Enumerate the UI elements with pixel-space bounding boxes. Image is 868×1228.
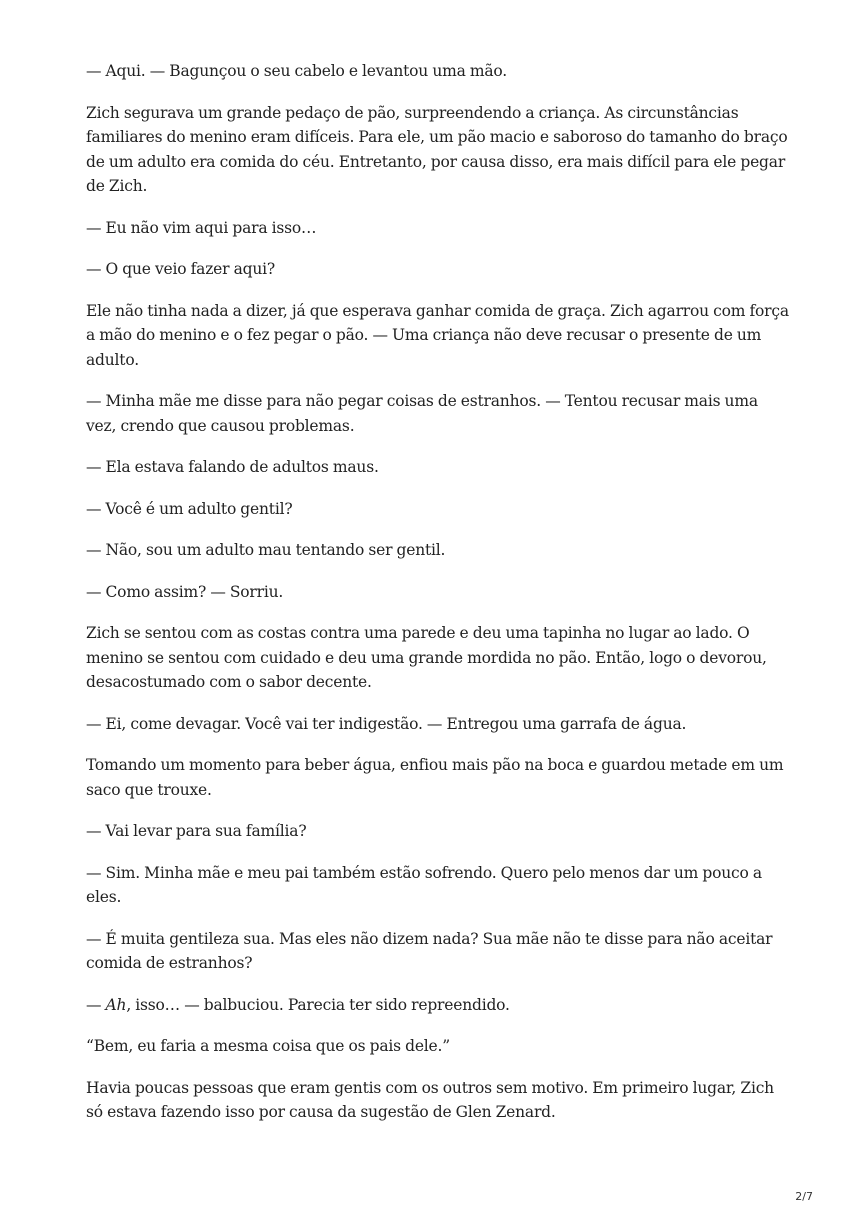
paragraph: — Como assim? — Sorriu.: [86, 582, 284, 601]
paragraph: — Aqui. — Bagunçou o seu cabelo e levantou uma mão.: [86, 62, 507, 80]
paragraph: Havia poucas pessoas que eram gentis com os outros sem motivo. Em primeiro lugar, Zich só estava fazendo isso por causa da sugestão de Glen Zenard.: [86, 1078, 774, 1121]
paragraph: — É muita gentileza sua. Mas eles não dizem nada? Sua mãe não te disse para não aceitar comida de estranhos?: [86, 929, 773, 972]
paragraph: Ele não tinha nada a dizer, já que esperava ganhar comida de graça. Zich agarrou com força a mão do menino e o fez pegar o pão. — Uma criança não deve recusar o presente de um adulto.: [86, 301, 789, 369]
ah-suffix: , isso… — balbuciou. Parecia ter sido repreendido.: [126, 995, 510, 1014]
paragraph: — Não, sou um adulto mau tentando ser gentil.: [86, 541, 446, 559]
paragraph: — Ei, come devagar. Você vai ter indigestão. — Entregou uma garrafa de água.: [86, 714, 687, 733]
paragraph: — Vai levar para sua família?: [86, 822, 307, 840]
paragraph: “Bem, eu faria a mesma coisa que os pais dele.”: [86, 1037, 450, 1055]
document-body: [86, 59, 792, 1142]
paragraph: Zich se sentou com as costas contra uma parede e deu uma tapinha no lugar ao lado. O menino se sentou com cuidado e deu uma grande mordida no pão. Então, logo o devorou, desacostumado com o sabor decente.: [86, 624, 767, 691]
paragraph: — Você é um adulto gentil?: [86, 499, 293, 518]
paragraph: Tomando um momento para beber água, enfiou mais pão na boca e guardou metade em um saco que trouxe.: [86, 756, 784, 799]
page-number: 2/7: [795, 1190, 813, 1203]
paragraph: Zich segurava um grande pedaço de pão, surpreendendo a criança. As circunstâncias familiares do menino eram difíceis. Para ele, um pão macio e saboroso do tamanho do braço de um adulto era comida do céu. Entretanto, por causa disso, era mais difícil para ele pegar de Zich.: [86, 103, 788, 195]
paragraph: — Ela estava falando de adultos maus.: [86, 458, 379, 476]
paragraph: — Minha mãe me disse para não pegar coisas de estranhos. — Tentou recusar mais uma vez, crendo que causou problemas.: [86, 392, 758, 435]
ah-prefix: —: [86, 995, 106, 1014]
ah-italic: Ah: [105, 995, 127, 1014]
paragraph-ah: [86, 993, 792, 1018]
paragraph: — O que veio fazer aqui?: [86, 260, 275, 278]
paragraph: — Sim. Minha mãe e meu pai também estão sofrendo. Quero pelo menos dar um pouco a eles.: [86, 863, 762, 906]
paragraph: — Eu não vim aqui para isso…: [86, 218, 317, 237]
